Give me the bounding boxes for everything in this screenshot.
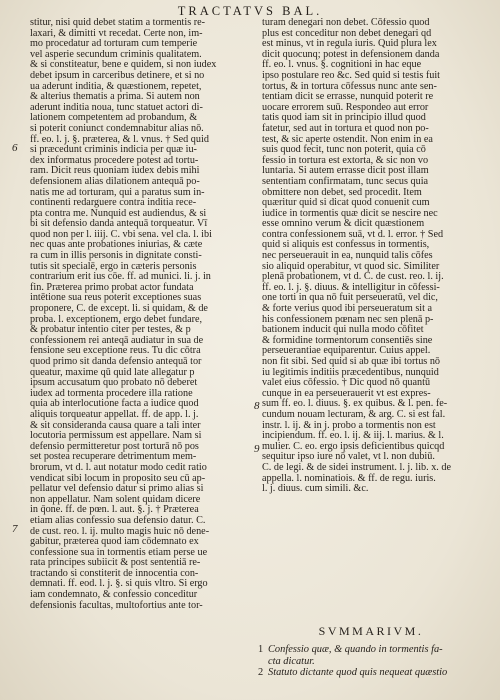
text-line: turam denegari non debet. Cōfessio quod	[262, 18, 430, 28]
text-line: ram. Dicit reus quoniam iudex debis mihi	[30, 165, 200, 177]
text-line: laxari, & dimitti vt recedat. Certe non, im-	[30, 27, 203, 39]
text-line: ff. eo. l. j. §. diuus. & intelligitur in cōfessi-	[262, 281, 440, 293]
text-line: quæritur quid si dicat quod conuenit cum	[262, 197, 430, 209]
text-line: non appellatur. Nam solent quidam dicere	[30, 493, 201, 505]
text-line: dex informatus procedere potest ad tortu-	[30, 154, 199, 166]
margin-note-number-6: 6	[12, 142, 18, 154]
text-line: proponere, C. de except. li. si quidam, & de	[30, 303, 208, 315]
text-line: natis me ad torturam, qui a paratus sum in-	[30, 186, 205, 198]
text-line: rata principes subiicit & post sententiā re-	[30, 557, 201, 569]
text-line: ff. eo. l. vnus. §. cognitioni in hac eque	[262, 59, 422, 71]
summarium-line: Confessio quæ, & quando in tormentis fa-	[268, 644, 443, 655]
text-line: plus est conceditur non debet denegari qd	[262, 27, 432, 39]
text-line: dicit quocunq; potest in defensionem danda	[262, 48, 440, 60]
text-line: valet eius cōfessio. † Dic quod nō quantū	[262, 377, 431, 389]
text-line: & probatur intentio citer per testes, & p	[30, 324, 191, 336]
text-line: demnati. ff. eod. l. j. §. si quis vltro. Si ergo	[30, 578, 208, 590]
text-line: iu legitimis inditiis præcedentibus, nunquid	[262, 366, 439, 378]
text-line: & formidine tormentorum consentiēs sine	[262, 334, 433, 346]
text-line: est minus, vt in regula iuris. Quid plura lex	[262, 38, 437, 50]
text-line: uocare errorem suū. Respondeo aut error	[262, 101, 429, 113]
text-line: tentiam dicit se errasse, nunquid poterit re	[262, 91, 434, 103]
text-line: stitur, nisi quid debet statim a tormentis re-	[30, 18, 206, 28]
text-line: & alterius thematis a prima. Si autem non	[30, 91, 200, 103]
text-line: plenā probationem, vt d. C. de cust. reo. l. ij.	[262, 271, 444, 283]
text-line: tractando si constiterit de innocentia con-	[30, 567, 199, 579]
text-line: aderunt inditia noua, tunc statuet actori di-	[30, 101, 203, 113]
text-line: ra cum in illis personis in dignitate consti-	[30, 250, 202, 262]
text-line: aliquis torqueatur appellat. ff. de app. l. j.	[30, 408, 199, 420]
text-line: nec quas ante probationes iniurias, & cæte	[30, 239, 203, 251]
text-line: pta contra me. Nunquid est audiendus, & si	[30, 207, 207, 219]
text-line: fensione seu exceptione reus. Tu dic cōtra	[30, 345, 201, 357]
text-line: suis quod fecit, tunc non poterit, quia cō	[262, 144, 426, 156]
margin-note-number-9: 9	[254, 443, 260, 455]
text-line: sum ff. eo. l. diuus. §. ex quibus. & l. pen. fe-	[262, 398, 448, 410]
running-title: TRACTATVS BAL.	[177, 4, 323, 18]
text-line: luntaria. Si autem errasse dicit post illam	[262, 165, 429, 177]
text-line: ua aderunt inditia, & quæstionem, repetet,	[30, 80, 202, 92]
text-line: brorum, vt d. l. aut notatur modo cedit ratio	[30, 461, 207, 473]
text-line: cunque in ea perseuerauerit vt est expres-	[262, 387, 431, 399]
text-line: set postea recuperare detrimentum mem-	[30, 451, 197, 463]
text-line: defensio permitteretur post torturā nō pos	[30, 440, 199, 452]
summarium-item-number: 1	[258, 644, 264, 655]
text-line: gabitur, præterea quod iam cōdemnato ex	[30, 536, 199, 548]
text-line: lationem competentem ad probandum, &	[30, 112, 198, 124]
text-line: defensionem alias dilationem antequā po-	[30, 175, 200, 187]
text-line: iam condemnato, & confessio conceditur	[30, 589, 198, 601]
summarium-item-text	[268, 667, 447, 679]
summarium-item-text	[268, 644, 443, 667]
text-line: ipso postulare reo &c. Sed quid si testis fuit	[262, 69, 440, 81]
text-line: test, & sic aperte ostendit. Non enim in ea	[262, 133, 433, 145]
text-line: confessionem rei anteqā audiatur in sua de	[30, 334, 204, 346]
text-line: mo procedatur ad torturam cum temperie	[30, 38, 198, 50]
left-text-column	[30, 18, 252, 611]
text-line: tortus, & in tortura cōfessus nunc ante sen-	[262, 80, 437, 92]
text-line: contrarium erit ius cōe. ff. ad munici. li. j. in	[30, 271, 211, 283]
text-line: mulier. C. eo. ergo ipsis deficientibus quicqd	[262, 440, 445, 452]
text-line: instr. l. ij. & in j. probo a tormentis non est	[262, 419, 436, 431]
text-line: quia ab interlocutione facta a iudice quod	[30, 398, 199, 410]
text-line: vel asperie secundum criminis qualitatem.	[30, 48, 202, 60]
text-line: quid si aliquis est confessus in tormentis,	[262, 239, 430, 251]
text-line: tatis quod iam sit in principio illud quod	[262, 112, 426, 124]
text-line: appella. l. nominatiois. & ff. de regu. iuris.	[262, 472, 436, 484]
text-line: in q̄one. ff. de pœn. l. aut. §. j. † Præterea	[30, 504, 199, 516]
text-line: l. j. diuus. cum simili. &c.	[262, 483, 369, 495]
text-line: defensionis facultas, multofortius ante tor-	[30, 599, 203, 611]
text-line: fatetur, sed aut in tortura et quod non po-	[262, 122, 429, 134]
text-line: non fit sibi. Sed quid si ab quæ ibi tortus nō	[262, 356, 441, 367]
text-line: contra confessionem suā, vt d. l. error. † Sed	[262, 228, 444, 240]
text-line: sententiam confirmatam, tunc secus quia	[262, 175, 429, 187]
text-line: nec perseuerauit in ea, nunquid talis cōfes	[262, 250, 433, 262]
summarium-list	[258, 644, 484, 679]
text-line: perseuerantiae equiparentur. Cuius appel.	[262, 345, 431, 357]
text-line: ipsum accusatum quo probato nō deberet	[30, 377, 198, 389]
text-line: intētione sua reus poterit exceptiones suas	[30, 292, 202, 304]
text-line: bi sit defensio danda antequā torqueatur. Vī	[30, 218, 208, 230]
text-line: sio aliquid operabitur, vt quod sic. Similiter	[262, 260, 440, 272]
text-line: sequitur ipso iure nō valet, vt l. non dubiū.	[262, 451, 435, 463]
text-line: debet ipsum in carceribus detinere, et si no	[30, 69, 205, 81]
text-line: C. de legi. & de sidei instrument. l. j. lib. x. de	[262, 461, 452, 473]
text-line: tutis sit specialē, ergo in cæteris personis	[30, 260, 197, 272]
text-line: de cust. reo. l. ij. multo magis huic nō dene-	[30, 525, 210, 537]
margin-note-number-8: 8	[254, 400, 260, 412]
text-line: & si constiteatur, bene e quidem, si non iudex	[30, 59, 217, 71]
margin-note-number-7: 7	[12, 523, 18, 535]
text-line: proba. l. exceptionem, ergo debet fundare,	[30, 313, 203, 325]
text-line: pellatur vel defensio datur si primo alias si	[30, 483, 204, 495]
text-line: ff. eo. l. j. §. præterea, & l. vnus. † Sed quid	[30, 133, 209, 145]
text-line: si præcedunt criminis indicia per quæ iu-	[30, 144, 197, 156]
text-line: & sit consideranda causa quare a tali inter	[30, 419, 201, 431]
text-line: quod non per l. iiij. C. vbi sena. vel cla. l. ibi	[30, 228, 212, 240]
text-line: queatur, maxime qū quid late allegatur p	[30, 366, 195, 378]
summarium-item	[258, 667, 484, 679]
text-line: one torti in qua nō fuit perseueratū, vel dic,	[262, 292, 438, 304]
summarium-line: Statuto dictante quod quis nequeat quæstio	[268, 667, 448, 678]
text-line: his confessionem pœnam nec sen plenā p-	[262, 313, 434, 325]
text-line: locutoria permissum est appellare. Nam si	[30, 430, 202, 442]
text-line: iudice in tormentis quæ dicit se nescire nec	[262, 207, 438, 219]
right-text-column	[262, 18, 480, 495]
text-line: confessione sua in tormentis etiam perse ue	[30, 546, 208, 558]
summarium-item-number: 2	[258, 667, 264, 678]
text-line: esse omnino verum & dicit quæstionem	[262, 218, 425, 230]
text-line: obmittere non debet, sed procedit. Item	[262, 186, 422, 198]
text-line: etiam alias confessio sua defensio datur. C.	[30, 514, 206, 526]
text-line: fessio in tortura est extorta, & sic non vo	[262, 154, 429, 166]
text-line: quod primo sit danda defensio antequā tor	[30, 356, 202, 367]
text-line: si poterit coniunct condemnabitur alias nō.	[30, 122, 204, 134]
summarium-heading: SVMMARIVM.	[318, 624, 424, 638]
text-line: fin. Præterea primo probat actor fundata	[30, 281, 194, 293]
text-line: vendicat sibi locum in proposito seu cū ap-	[30, 472, 206, 484]
text-line: continenti redarguere contra inditia rece-	[30, 197, 197, 209]
text-line: bationem inducit qui nulla modo cōfitet	[262, 324, 424, 336]
text-line: incipiendum. ff. eo. l. ij. & iij. l. marius. & l.	[262, 430, 444, 442]
summarium-line: cta dicatur.	[268, 655, 315, 667]
summarium-item	[258, 644, 484, 667]
text-line: cundum nouam lecturam, & arg. C. si est fal.	[262, 408, 446, 420]
text-line: iudex ad tormenta procedere illa ratione	[30, 387, 193, 399]
text-line: & forte verius quod ibi perseueratum sit a	[262, 303, 433, 315]
